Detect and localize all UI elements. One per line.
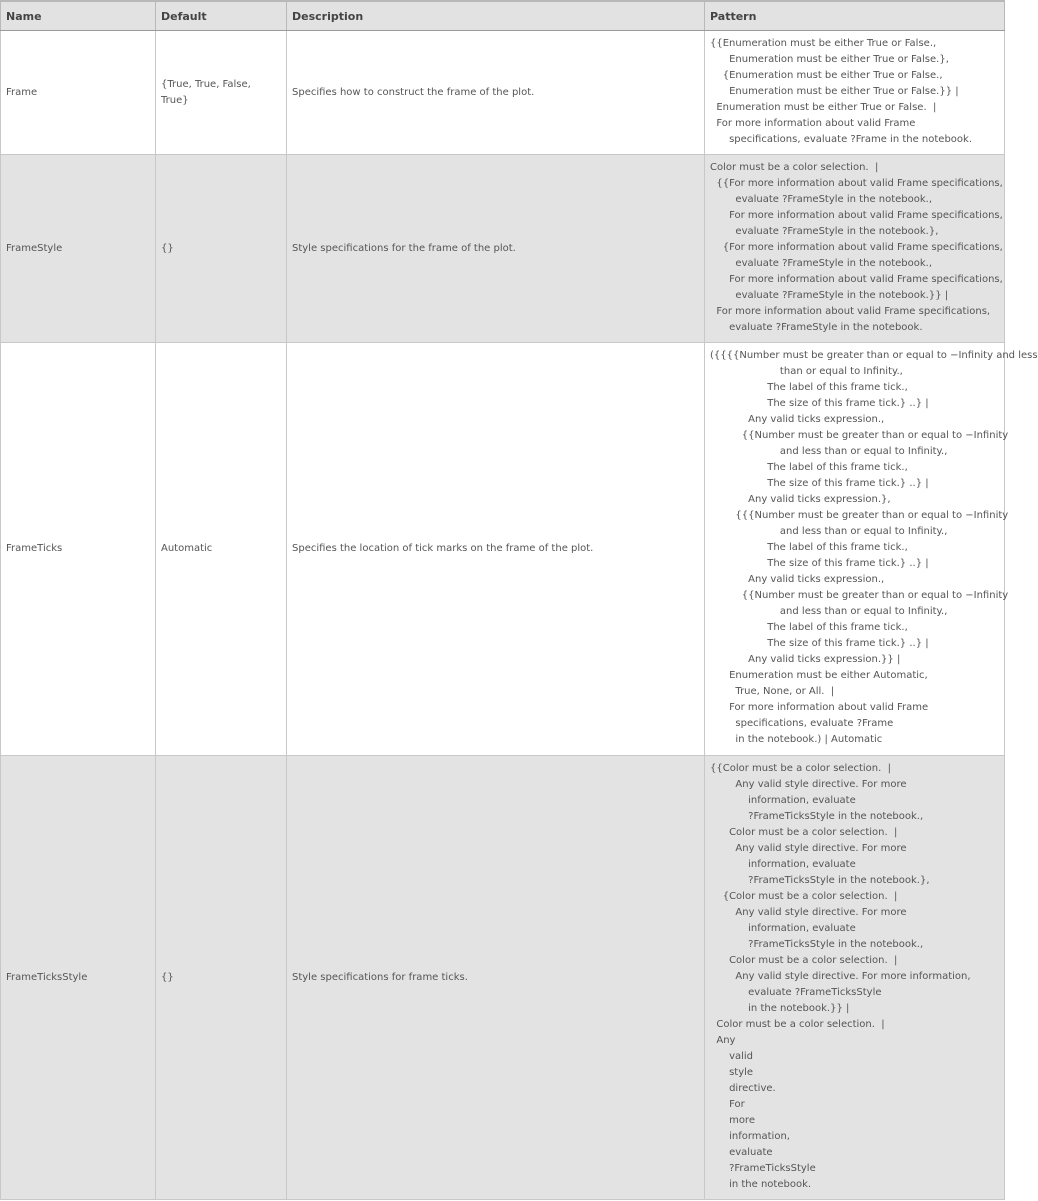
- pattern-line: {{Number must be greater than or equal to −Infinity: [710, 430, 1009, 441]
- pattern-line: {Color must be a color selection. |: [710, 891, 898, 902]
- pattern-line: style: [710, 1067, 754, 1078]
- pattern-line: {{For more information about valid Frame specifications,: [710, 178, 1003, 189]
- option-default: {}: [156, 155, 287, 343]
- pattern-line: For more information about valid Frame specifications,: [710, 274, 1003, 285]
- pattern-line: Any valid ticks expression.}} |: [710, 654, 901, 665]
- option-description: Style specifications for the frame of the plot.: [287, 155, 705, 343]
- pattern-line: more: [710, 1115, 755, 1126]
- pattern-line: ({{{{Number must be greater than or equal to −Infinity and less: [710, 350, 1038, 361]
- pattern-line: ?FrameTicksStyle in the notebook.},: [710, 875, 930, 886]
- pattern-line: For more information about valid Frame: [710, 702, 929, 713]
- option-name: Frame: [1, 31, 156, 155]
- pattern-line: and less than or equal to Infinity.,: [710, 606, 948, 617]
- pattern-line: {{Number must be greater than or equal to −Infinity: [710, 590, 1009, 601]
- pattern-line: Color must be a color selection. |: [710, 1019, 885, 1030]
- pattern-line: Enumeration must be either True or False. |: [710, 102, 937, 113]
- pattern-line: For more information about valid Frame: [710, 118, 916, 129]
- pattern-line: True, None, or All. |: [710, 686, 835, 697]
- pattern-line: The size of this frame tick.} ..} |: [710, 398, 929, 409]
- pattern-line: The label of this frame tick.,: [710, 382, 908, 393]
- pattern-line: evaluate ?FrameTicksStyle: [710, 987, 882, 998]
- pattern-line: Enumeration must be either Automatic,: [710, 670, 928, 681]
- pattern-line: Enumeration must be either True or False.}} |: [710, 86, 959, 97]
- pattern-line: Any valid ticks expression.,: [710, 414, 885, 425]
- pattern-line: information, evaluate: [710, 795, 856, 806]
- option-name: FrameStyle: [1, 155, 156, 343]
- option-default: {True, True, False, True}: [156, 31, 287, 155]
- header-row: [1, 1, 1005, 31]
- pattern-line: ?FrameTicksStyle in the notebook.,: [710, 811, 924, 822]
- pattern-line: specifications, evaluate ?Frame in the notebook.: [710, 134, 973, 145]
- option-description: Specifies how to construct the frame of the plot.: [287, 31, 705, 155]
- pattern-line: in the notebook.}} |: [710, 1003, 850, 1014]
- option-description: Style specifications for frame ticks.: [287, 756, 705, 1200]
- pattern-line: For more information about valid Frame specifications,: [710, 210, 1003, 221]
- pattern-line: The label of this frame tick.,: [710, 622, 908, 633]
- header-default: Default: [156, 1, 287, 31]
- pattern-line: ?FrameTicksStyle: [710, 1163, 816, 1174]
- pattern-line: {{Enumeration must be either True or False.,: [710, 38, 937, 49]
- pattern-line: Any: [710, 1035, 736, 1046]
- pattern-line: For more information about valid Frame specifications,: [710, 306, 991, 317]
- option-name: FrameTicks: [1, 343, 156, 756]
- option-pattern: [705, 756, 1005, 1200]
- pattern-line: Any valid style directive. For more: [710, 907, 907, 918]
- pattern-line: Color must be a color selection. |: [710, 827, 898, 838]
- pattern-line: evaluate: [710, 1147, 773, 1158]
- pattern-line: The label of this frame tick.,: [710, 542, 908, 553]
- pattern-line: information, evaluate: [710, 859, 856, 870]
- header-pattern: Pattern: [705, 1, 1005, 31]
- pattern-line: and less than or equal to Infinity.,: [710, 526, 948, 537]
- option-pattern: [705, 343, 1038, 756]
- table-row: [1, 155, 1005, 343]
- pattern-line: For: [710, 1099, 745, 1110]
- pattern-line: evaluate ?FrameStyle in the notebook.}} |: [710, 290, 949, 301]
- pattern-line: information,: [710, 1131, 790, 1142]
- pattern-line: Any valid ticks expression.},: [710, 494, 891, 505]
- pattern-line: Any valid style directive. For more: [710, 843, 907, 854]
- pattern-line: The size of this frame tick.} ..} |: [710, 558, 929, 569]
- pattern-line: valid: [710, 1051, 754, 1062]
- table-row: [1, 756, 1005, 1200]
- pattern-line: Enumeration must be either True or False.},: [710, 54, 949, 65]
- table-row: [1, 343, 1005, 756]
- pattern-line: directive.: [710, 1083, 776, 1094]
- pattern-line: specifications, evaluate ?Frame: [710, 718, 894, 729]
- option-default: {}: [156, 756, 287, 1200]
- pattern-line: {{{Number must be greater than or equal to −Infinity: [710, 510, 1009, 521]
- table-row: [1, 31, 1005, 155]
- pattern-line: evaluate ?FrameStyle in the notebook.},: [710, 226, 939, 237]
- pattern-line: evaluate ?FrameStyle in the notebook.,: [710, 258, 933, 269]
- option-pattern: [705, 31, 1005, 155]
- option-description: Specifies the location of tick marks on the frame of the plot.: [287, 343, 705, 756]
- option-default: Automatic: [156, 343, 287, 756]
- pattern-line: The size of this frame tick.} ..} |: [710, 638, 929, 649]
- pattern-line: Any valid ticks expression.,: [710, 574, 885, 585]
- pattern-line: Color must be a color selection. |: [710, 162, 879, 173]
- pattern-line: in the notebook.: [710, 1179, 812, 1190]
- header-description: Description: [287, 1, 705, 31]
- pattern-line: Color must be a color selection. |: [710, 955, 898, 966]
- pattern-line: Any valid style directive. For more information,: [710, 971, 971, 982]
- header-name: Name: [1, 1, 156, 31]
- pattern-line: {For more information about valid Frame specifications,: [710, 242, 1003, 253]
- pattern-line: Any valid style directive. For more: [710, 779, 907, 790]
- option-pattern: [705, 155, 1005, 343]
- pattern-line: {Enumeration must be either True or False.,: [710, 70, 943, 81]
- pattern-line: information, evaluate: [710, 923, 856, 934]
- pattern-line: The size of this frame tick.} ..} |: [710, 478, 929, 489]
- pattern-line: ?FrameTicksStyle in the notebook.,: [710, 939, 924, 950]
- pattern-line: {{Color must be a color selection. |: [710, 763, 892, 774]
- pattern-line: and less than or equal to Infinity.,: [710, 446, 948, 457]
- pattern-line: than or equal to Infinity.,: [710, 366, 903, 377]
- pattern-line: in the notebook.) | Automatic: [710, 734, 883, 745]
- pattern-line: evaluate ?FrameStyle in the notebook.,: [710, 194, 933, 205]
- pattern-line: evaluate ?FrameStyle in the notebook.: [710, 322, 923, 333]
- option-name: FrameTicksStyle: [1, 756, 156, 1200]
- pattern-line: The label of this frame tick.,: [710, 462, 908, 473]
